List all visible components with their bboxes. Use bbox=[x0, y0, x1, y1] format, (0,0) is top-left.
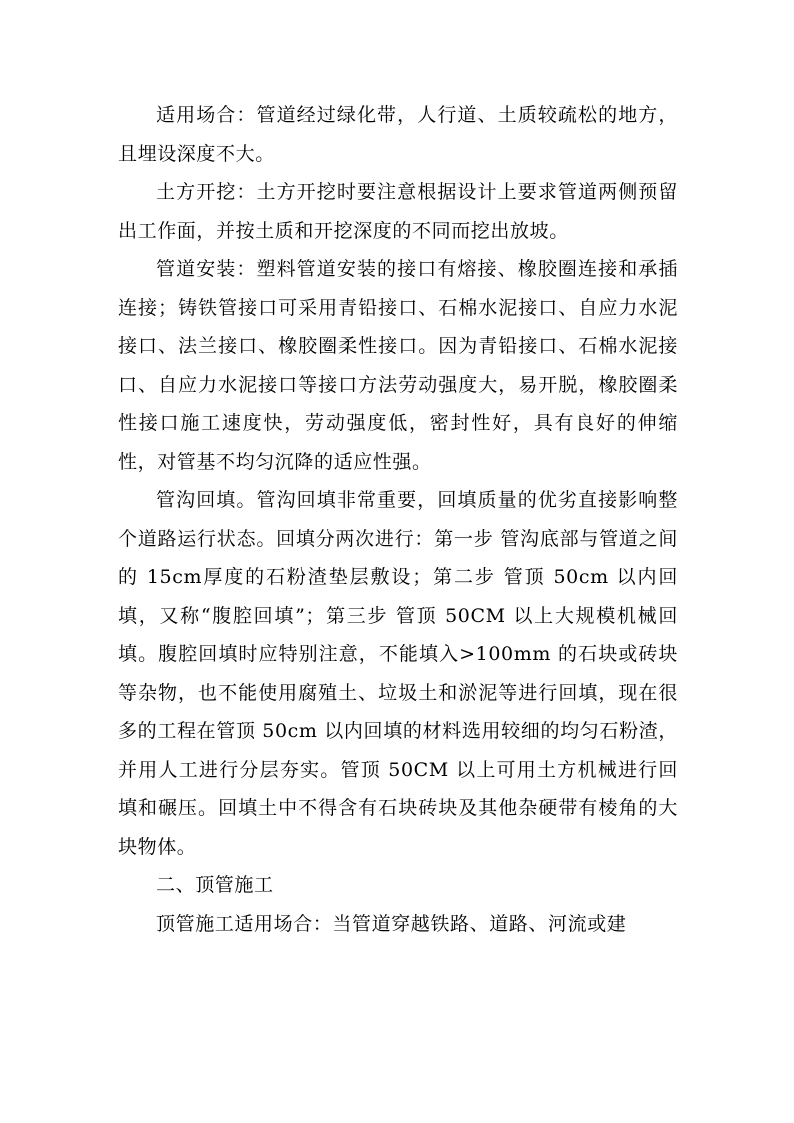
document-body bbox=[118, 96, 678, 943]
paragraph-pipe-jacking-occasions: 顶管施工适用场合：当管道穿越铁路、道路、河流或建 bbox=[156, 912, 627, 935]
section-heading-pipe-jacking: 二、顶管施工 bbox=[156, 874, 274, 896]
paragraph-applicable-occasions: 适用场合：管道经过绿化带，人行道、土质较疏松的地方，且埋设深度不大。 bbox=[118, 104, 678, 165]
paragraph-earthwork-excavation: 土方开挖：土方开挖时要注意根据设计上要求管道两侧预留出工作面，并按土质和开挖深度的不同而挖出放坡。 bbox=[118, 181, 678, 242]
paragraph-trench-backfill: 管沟回填。管沟回填非常重要，回填质量的优劣直接影响整个道路运行状态。回填分两次进行：第一步 管沟底部与管道之间的 15cm厚度的石粉渣垫层敷设；第二步 管顶 50cm 以内回填，又称“腹腔回填”；第三步 管顶 50CM 以上大规模机械回填。腹腔回填时应特别注意，不能填入>100mm 的石块或砖块等杂物，也不能使用腐殖土、垃圾土和淤泥等进行回填，现在很多的工程在管顶 50cm 以内回填的材料选用较细的均匀石粉渣，并用人工进行分层夯实。管顶 50CM 以上可用土方机械进行回填和碾压。回填土中不得含有石块砖块及其他杂硬带有棱角的大块物体。 bbox=[118, 489, 678, 858]
paragraph-pipe-installation: 管道安装：塑料管道安装的接口有熔接、橡胶圈连接和承插连接；铸铁管接口可采用青铅接口、石棉水泥接口、自应力水泥接口、法兰接口、橡胶圈柔性接口。因为青铅接口、石棉水泥接口、自应力水泥接口等接口方法劳动强度大，易开脱，橡胶圈柔性接口施工速度快，劳动强度低，密封性好，具有良好的伸缩性，对管基不均匀沉降的适应性强。 bbox=[118, 258, 678, 473]
